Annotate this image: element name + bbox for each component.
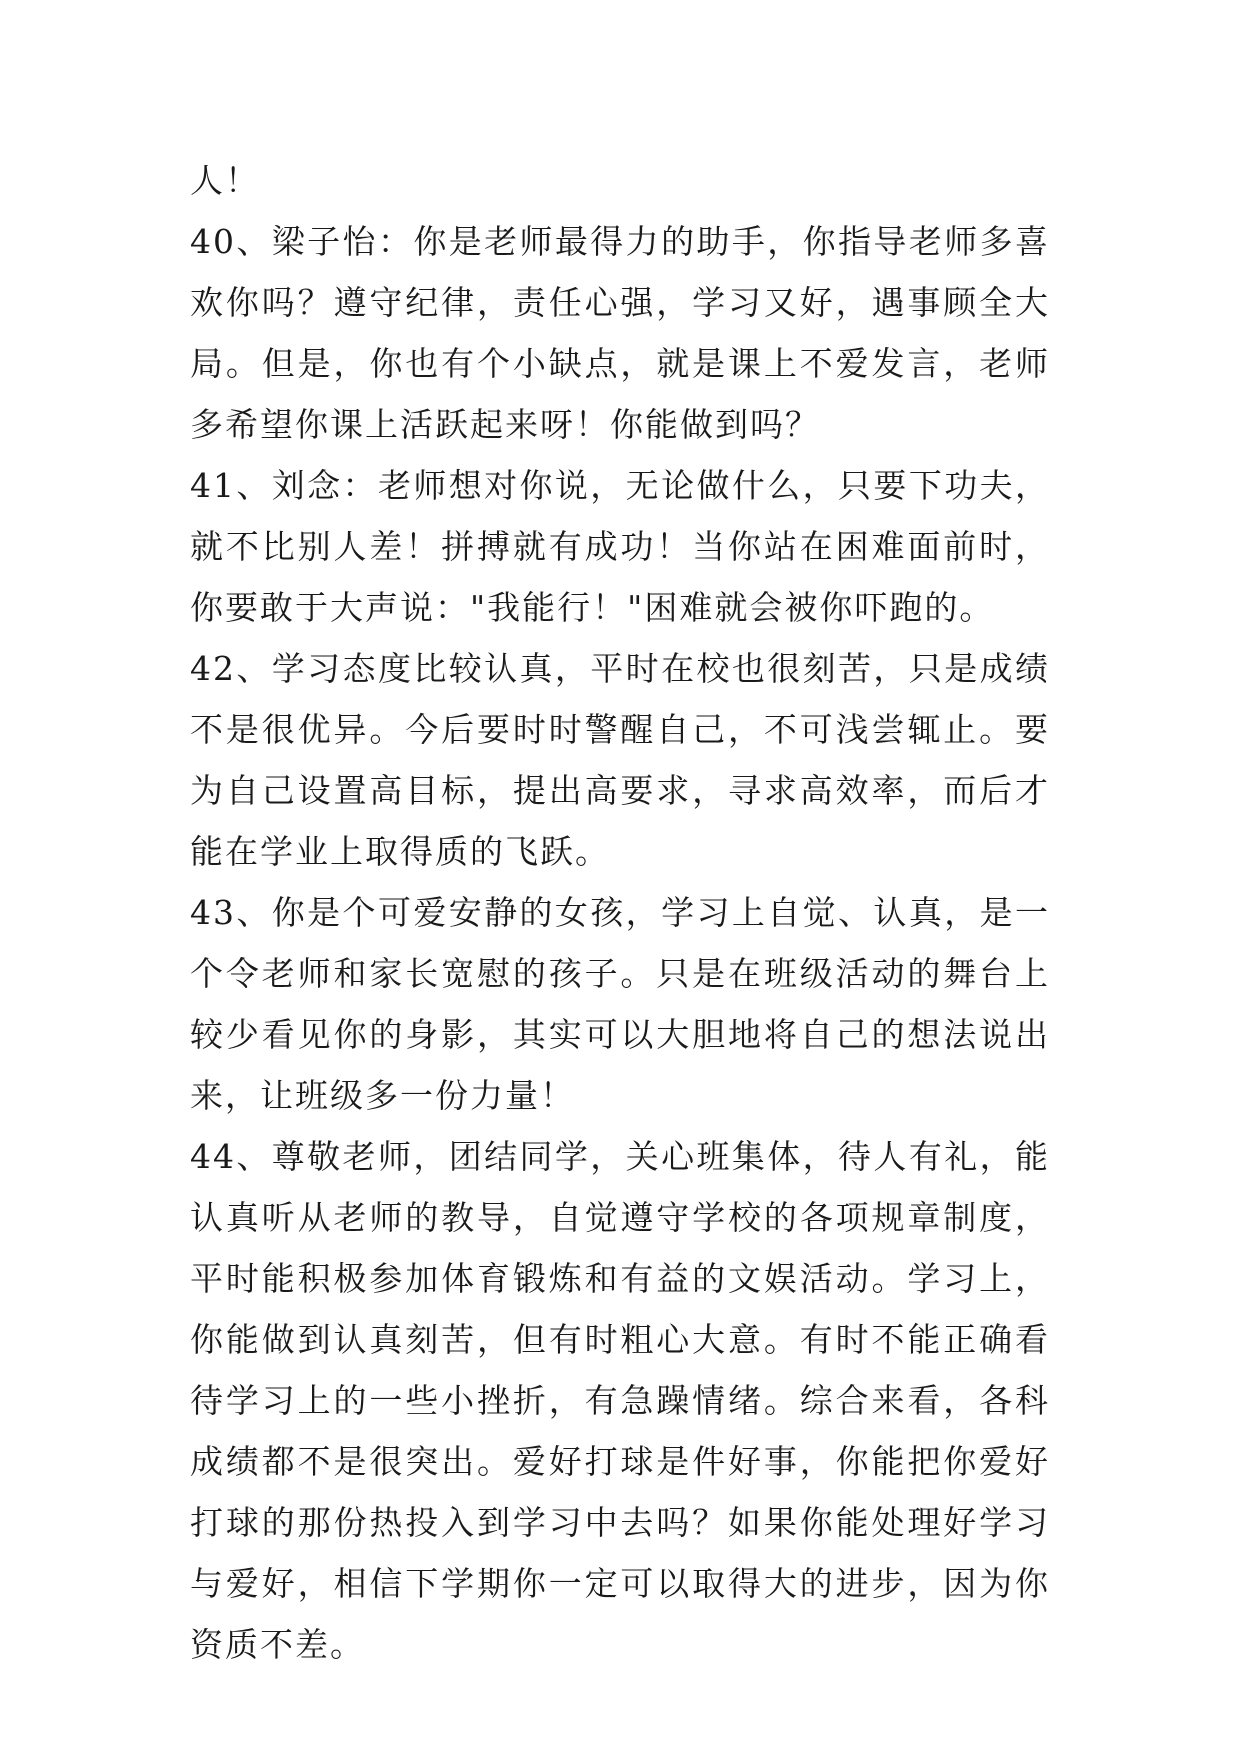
paragraph-43: 43、你是个可爱安静的女孩，学习上自觉、认真，是一个令老师和家长宽慰的孩子。只是在班级活动的舞台上较少看见你的身影，其实可以大胆地将自己的想法说出来，让班级多一份力量！ [190,893,1050,1115]
paragraph-continuation: 人！ [190,161,260,200]
document-body [190,150,1050,1675]
paragraph-44: 44、尊敬老师，团结同学，关心班集体，待人有礼，能认真听从老师的教导，自觉遵守学校的各项规章制度，平时能积极参加体育锻炼和有益的文娱活动。学习上，你能做到认真刻苦，但有时粗心大意。有时不能正确看待学习上的一些小挫折，有急躁情绪。综合来看，各科成绩都不是很突出。爱好打球是件好事，你能把你爱好打球的那份热投入到学习中去吗？如果你能处理好学习与爱好，相信下学期你一定可以取得大的进步，因为你资质不差。 [190,1137,1050,1664]
paragraph-40: 40、梁子怡：你是老师最得力的助手，你指导老师多喜欢你吗？遵守纪律，责任心强，学习又好，遇事顾全大局。但是，你也有个小缺点，就是课上不爱发言，老师多希望你课上活跃起来呀！你能做到吗？ [190,222,1050,444]
paragraph-42: 42、学习态度比较认真，平时在校也很刻苦，只是成绩不是很优异。今后要时时警醒自己，不可浅尝辄止。要为自己设置高目标，提出高要求，寻求高效率，而后才能在学业上取得质的飞跃。 [190,649,1050,871]
paragraph-41: 41、刘念：老师想对你说，无论做什么，只要下功夫，就不比别人差！拼搏就有成功！当你站在困难面前时，你要敢于大声说："我能行！"困难就会被你吓跑的。 [190,466,1050,627]
